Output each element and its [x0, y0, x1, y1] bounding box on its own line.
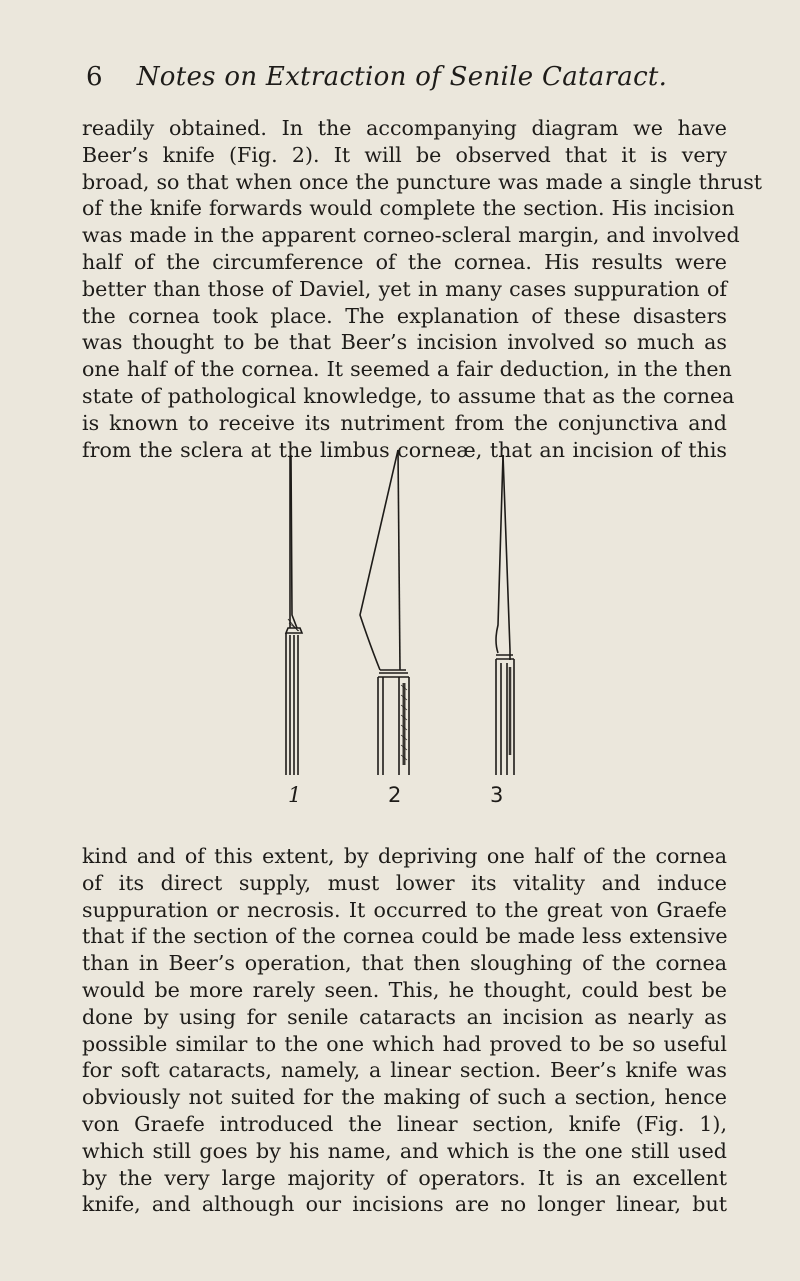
knife-3-drawing	[496, 455, 514, 775]
text-line: kind and of this extent, by depriving one half of the cornea	[82, 844, 727, 868]
text-line: of its direct supply, must lower its vitality and induce	[82, 870, 727, 895]
knife-diagram	[260, 445, 540, 820]
text-line: from the sclera at the limbus corneæ, that an incision of this	[82, 437, 727, 462]
figure-label-3: 3	[490, 783, 504, 807]
running-title: Notes on Extraction of Senile Cataract.	[136, 62, 668, 92]
text-line: state of pathological knowledge, to assume that as the cornea	[82, 383, 735, 408]
text-line: than in Beer’s operation, that then sloughing of the cornea	[82, 951, 727, 976]
text-line: would be more rarely seen. This, he thought, could best be	[82, 977, 727, 1002]
page-header	[82, 62, 722, 102]
text-line: was thought to be that Beer’s incision involved so much as	[82, 330, 727, 355]
text-line: half of the circumference of the cornea. His results were	[82, 249, 727, 274]
text-line: was made in the apparent corneo-scleral margin, and involved	[82, 223, 740, 248]
text-line: obviously not suited for the making of such a section, hence	[82, 1085, 727, 1110]
text-line: possible similar to the one which had proved to be so useful	[82, 1031, 727, 1056]
text-line: for soft cataracts, namely, a linear section. Beer’s knife was	[82, 1058, 727, 1083]
page-number: 6	[86, 62, 103, 92]
text-line: Beer’s knife (Fig. 2). It will be observed that it is very	[82, 142, 727, 167]
text-line: which still goes by his name, and which is the one still used	[82, 1138, 727, 1163]
text-line: that if the section of the cornea could be made less extensive	[82, 924, 728, 949]
text-line: done by using for senile cataracts an incision as nearly as	[82, 1004, 727, 1029]
text-line: is known to receive its nutriment from the conjunctiva and	[82, 410, 727, 435]
text-line: one half of the cornea. It seemed a fair deduction, in the then	[82, 357, 732, 382]
text-line: by the very large majority of operators. It is an excellent	[82, 1165, 727, 1190]
text-line: better than those of Daviel, yet in many cases suppuration of	[82, 276, 727, 301]
text-line: the cornea took place. The explanation of these disasters	[82, 303, 727, 328]
paragraph-2	[82, 843, 727, 1218]
knives-illustration	[260, 445, 540, 775]
knife-1-drawing	[286, 455, 302, 775]
text-line: broad, so that when once the puncture was made a single thrust	[82, 169, 763, 194]
text-line: von Graefe introduced the linear section, knife (Fig. 1),	[82, 1111, 727, 1136]
figure-label-1: 1	[288, 783, 302, 807]
text-line: of the knife forwards would complete the section. His incision	[82, 196, 735, 221]
text-line: readily obtained. In the accompanying diagram we have	[82, 116, 727, 140]
text-line: suppuration or necrosis. It occurred to the great von Graefe	[82, 897, 727, 922]
knife-2-drawing	[360, 450, 409, 775]
paragraph-1	[82, 115, 763, 463]
figure-label-2: 2	[388, 783, 402, 807]
text-line: knife, and although our incisions are no longer linear, but	[82, 1192, 727, 1217]
